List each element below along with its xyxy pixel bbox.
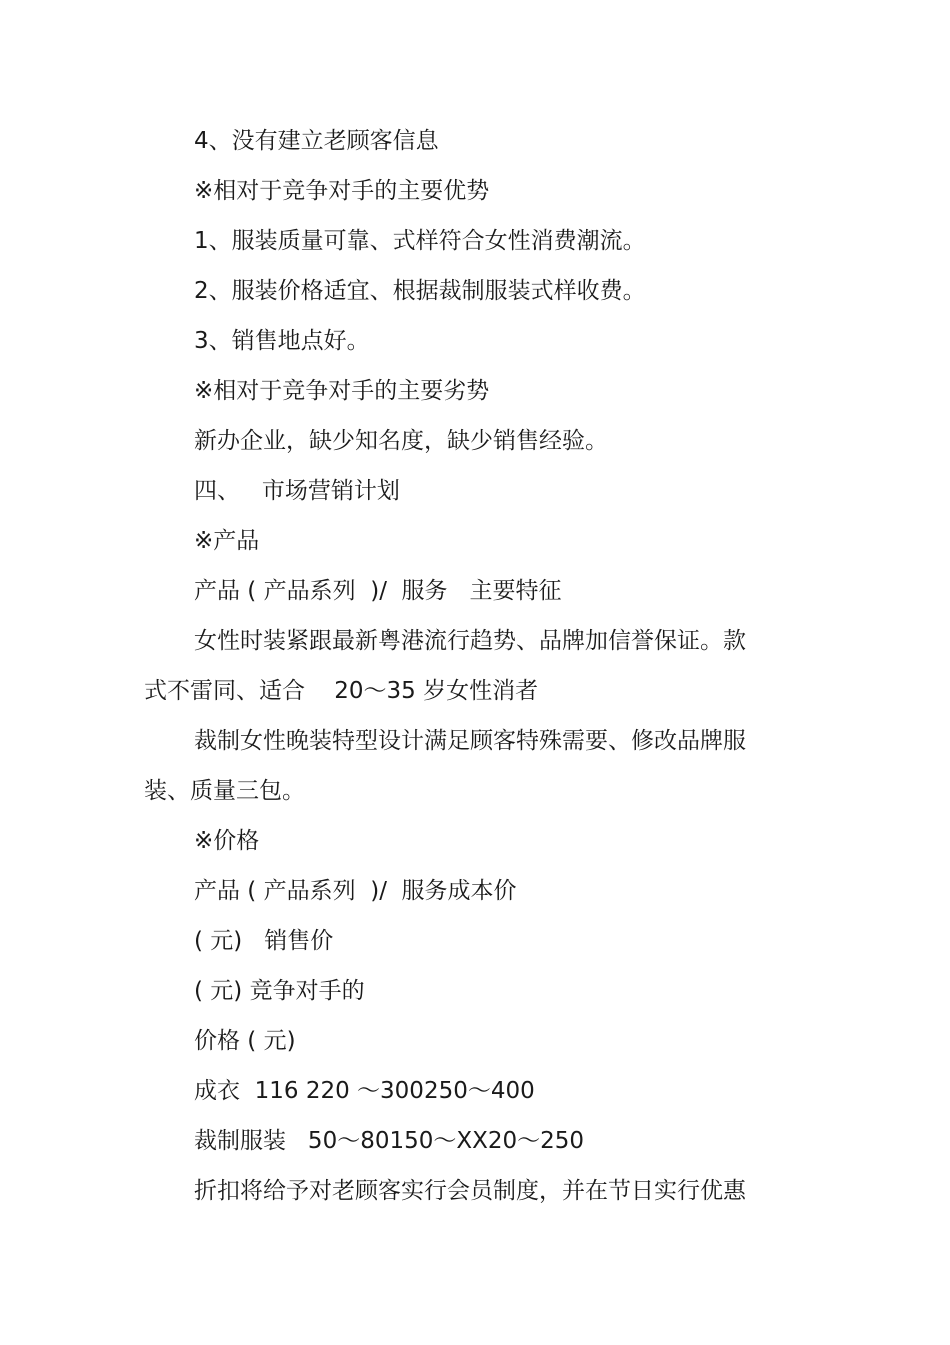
text-line: 3、销售地点好。 xyxy=(194,328,370,354)
text-line: 价格 ( 元) xyxy=(194,1028,296,1054)
text-line: 女性时装紧跟最新粤港流行趋势、品牌加信誉保证。款 xyxy=(194,628,746,654)
text-line: 新办企业，缺少知名度，缺少销售经验。 xyxy=(194,428,608,454)
text-line: ( 元) 销售价 xyxy=(194,928,334,954)
text-line: 2、服装价格适宜、根据裁制服装式样收费。 xyxy=(194,278,646,304)
text-line: 产品 ( 产品系列 )/ 服务 主要特征 xyxy=(194,578,562,604)
text-line: 式不雷同、适合 20～35 岁女性消者 xyxy=(144,678,539,704)
section-heading: ※产品 xyxy=(194,528,260,554)
section-heading: ※价格 xyxy=(194,828,260,854)
text-line: 1、服装质量可靠、式样符合女性消费潮流。 xyxy=(194,228,646,254)
chapter-heading: 四、 市场营销计划 xyxy=(194,478,400,504)
text-line: 折扣将给予对老顾客实行会员制度，并在节日实行优惠 xyxy=(194,1178,746,1204)
text-line: 产品 ( 产品系列 )/ 服务成本价 xyxy=(194,878,517,904)
text-line: 成衣 116 220 ～300250～400 xyxy=(194,1078,535,1104)
text-line: ( 元) 竞争对手的 xyxy=(194,978,365,1004)
text-line: 装、质量三包。 xyxy=(144,778,305,804)
section-heading: ※相对于竞争对手的主要劣势 xyxy=(194,378,490,404)
text-line: 裁制服装 50～80150～XX20～250 xyxy=(194,1128,585,1154)
section-heading: ※相对于竞争对手的主要优势 xyxy=(194,178,490,204)
text-line: 4、没有建立老顾客信息 xyxy=(194,128,439,154)
text-line: 裁制女性晚装特型设计满足顾客特殊需要、修改品牌服 xyxy=(194,728,746,754)
